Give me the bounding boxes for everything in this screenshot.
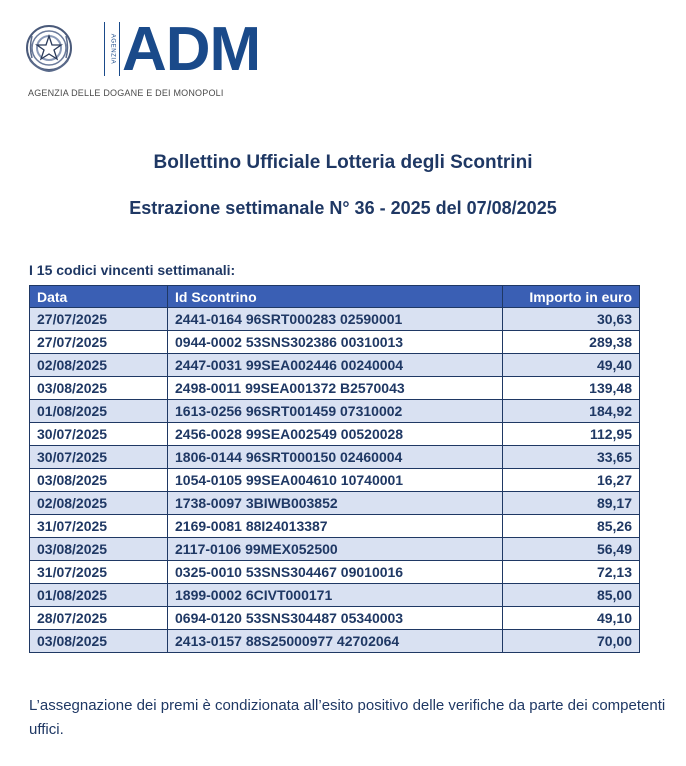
cell-id-scontrino: 1899-0002 6CIVT000171 (168, 584, 503, 607)
cell-importo: 89,17 (503, 492, 640, 515)
winning-codes-subtitle: I 15 codici vincenti settimanali: (29, 262, 236, 278)
cell-importo: 49,40 (503, 354, 640, 377)
cell-id-scontrino: 2447-0031 99SEA002446 00240004 (168, 354, 503, 377)
cell-id-scontrino: 1613-0256 96SRT001459 07310002 (168, 400, 503, 423)
extraction-title: Estrazione settimanale N° 36 - 2025 del 07/08/2025 (129, 198, 557, 218)
table-row (30, 377, 640, 400)
cell-data: 27/07/2025 (30, 308, 168, 331)
cell-id-scontrino: 1054-0105 99SEA004610 10740001 (168, 469, 503, 492)
table-row (30, 331, 640, 354)
cell-importo: 72,13 (503, 561, 640, 584)
cell-data: 30/07/2025 (30, 446, 168, 469)
cell-importo: 30,63 (503, 308, 640, 331)
cell-importo: 16,27 (503, 469, 640, 492)
cell-id-scontrino: 2456-0028 99SEA002549 00520028 (168, 423, 503, 446)
cell-data: 03/08/2025 (30, 469, 168, 492)
italian-emblem-icon (24, 22, 74, 74)
cell-id-scontrino: 1738-0097 3BIWB003852 (168, 492, 503, 515)
table-row (30, 630, 640, 653)
header-id-scontrino: Id Scontrino (168, 286, 503, 308)
cell-data: 03/08/2025 (30, 377, 168, 400)
table-row (30, 446, 640, 469)
cell-importo: 139,48 (503, 377, 640, 400)
cell-data: 03/08/2025 (30, 538, 168, 561)
cell-data: 31/07/2025 (30, 561, 168, 584)
cell-data: 02/08/2025 (30, 492, 168, 515)
cell-data: 01/08/2025 (30, 584, 168, 607)
cell-data: 01/08/2025 (30, 400, 168, 423)
cell-importo: 112,95 (503, 423, 640, 446)
table-row (30, 308, 640, 331)
header-importo: Importo in euro (503, 286, 640, 308)
cell-id-scontrino: 0325-0010 53SNS304467 09010016 (168, 561, 503, 584)
cell-importo: 289,38 (503, 331, 640, 354)
table-row (30, 354, 640, 377)
table-row (30, 400, 640, 423)
cell-importo: 85,00 (503, 584, 640, 607)
table-row (30, 538, 640, 561)
table-body (30, 308, 640, 653)
table-header-row (30, 286, 640, 308)
cell-importo: 184,92 (503, 400, 640, 423)
footnote: L’assegnazione dei premi è condizionata all’esito positivo delle verifiche da parte dei competenti uffici. (29, 697, 666, 738)
cell-importo: 85,26 (503, 515, 640, 538)
cell-id-scontrino: 2498-0011 99SEA001372 B2570043 (168, 377, 503, 400)
cell-data: 27/07/2025 (30, 331, 168, 354)
adm-header (24, 16, 344, 106)
cell-id-scontrino: 2441-0164 96SRT000283 02590001 (168, 308, 503, 331)
agenzia-vertical-label: AGENZIA (104, 22, 120, 76)
cell-importo: 33,65 (503, 446, 640, 469)
winning-codes-table (29, 285, 640, 653)
cell-data: 03/08/2025 (30, 630, 168, 653)
table-row (30, 492, 640, 515)
cell-id-scontrino: 1806-0144 96SRT000150 02460004 (168, 446, 503, 469)
cell-data: 28/07/2025 (30, 607, 168, 630)
table-row (30, 515, 640, 538)
cell-data: 30/07/2025 (30, 423, 168, 446)
table-row (30, 423, 640, 446)
agency-name: AGENZIA DELLE DOGANE E DEI MONOPOLI (28, 88, 224, 98)
table-row (30, 607, 640, 630)
cell-data: 02/08/2025 (30, 354, 168, 377)
cell-id-scontrino: 2169-0081 88I24013387 (168, 515, 503, 538)
cell-id-scontrino: 2117-0106 99MEX052500 (168, 538, 503, 561)
adm-logo-text: ADM (122, 15, 261, 84)
cell-id-scontrino: 2413-0157 88S25000977 42702064 (168, 630, 503, 653)
cell-importo: 49,10 (503, 607, 640, 630)
table-row (30, 584, 640, 607)
table-row (30, 561, 640, 584)
table-row (30, 469, 640, 492)
cell-importo: 56,49 (503, 538, 640, 561)
cell-data: 31/07/2025 (30, 515, 168, 538)
header-data: Data (30, 286, 168, 308)
cell-id-scontrino: 0944-0002 53SNS302386 00310013 (168, 331, 503, 354)
bulletin-title: Bollettino Ufficiale Lotteria degli Scontrini (153, 152, 533, 173)
cell-importo: 70,00 (503, 630, 640, 653)
cell-id-scontrino: 0694-0120 53SNS304487 05340003 (168, 607, 503, 630)
